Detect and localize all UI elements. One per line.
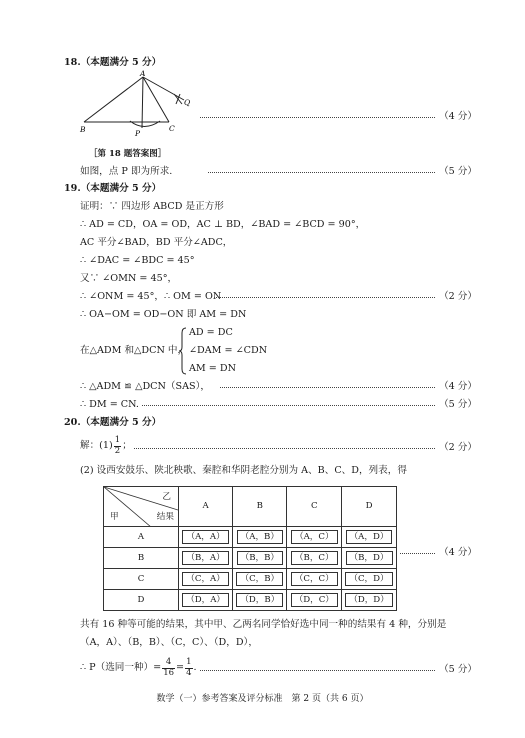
table-row (104, 569, 397, 590)
q18-conclusion: 如图，点 P 即为所求. (80, 166, 173, 177)
leader-dots (200, 117, 435, 118)
q18-score2: （5 分） (439, 166, 477, 177)
table-cell: （C，B） (236, 572, 283, 587)
q19-line-6: ∴ ∠ONM = 45°，∴ OM = ON (80, 291, 222, 302)
row-header: D (104, 590, 179, 611)
brace-icon (179, 327, 187, 375)
q20-result-line1: 共有 16 种等可能的结果，其中甲、乙两名同学恰好选中同一种的结果有 4 种，分别是 (80, 619, 447, 630)
leader-dots (200, 670, 435, 671)
label-q: Q (184, 98, 191, 107)
q19-line-1: 证明：∵ 四边形 ABCD 是正方形 (80, 201, 224, 212)
q20-score1: （2 分） (439, 442, 477, 453)
page-footer: 数学（一）参考答案及评分标准 第 2 页（共 6 页） (156, 694, 369, 704)
q18-header: 18.（本题满分 5 分） (64, 57, 162, 68)
q19-system-2: ∠DAM = ∠CDN (189, 345, 268, 356)
q20-probability (80, 658, 197, 677)
leader-dots (220, 387, 435, 388)
q20-part1 (80, 436, 132, 455)
q19-line-3: AC 平分∠BAD，BD 平分∠ADC， (80, 237, 233, 248)
denominator: 4 (186, 667, 192, 678)
table-cell: （B，A） (182, 551, 228, 566)
table-cell: （D，D） (345, 593, 393, 608)
q19-score-on: （2 分） (439, 291, 477, 302)
row-header: C (104, 569, 179, 590)
q19-score-final: （5 分） (439, 399, 477, 410)
table-cell: （C，A） (182, 572, 229, 587)
label-p: P (135, 129, 141, 138)
q19-congruent: ∴ △ADM ≌ △DCN（SAS）， (80, 381, 210, 392)
label-b: B (80, 125, 86, 134)
q20-score-final: （5 分） (439, 664, 477, 675)
table-row (104, 527, 397, 548)
prob-suffix: . (193, 662, 197, 673)
leader-dots (214, 297, 435, 298)
q20-result-line2: （A，A）、（B，B）、（C，C）、（D，D）， (80, 637, 258, 648)
prob-prefix: ∴ P（选同一种）= (80, 662, 162, 673)
row-header: B (104, 548, 179, 569)
label-c: C (169, 124, 175, 133)
table-cell: （D，B） (236, 593, 283, 608)
leader-dots (142, 405, 435, 406)
table-cell: （C，C） (291, 572, 338, 587)
q20-part2-intro: (2) 设西安鼓乐、陕北秧歌、秦腔和华阴老腔分别为 A、B、C、D，列表，得 (80, 465, 407, 476)
q19-header: 19.（本题满分 5 分） (64, 183, 162, 194)
q19-system-3: AM = DN (189, 363, 236, 374)
column-header: C (287, 487, 342, 527)
q18-score1: （4 分） (439, 111, 477, 122)
denominator: 2 (114, 445, 121, 456)
corner-left: 甲 (110, 512, 119, 523)
numerator: 1 (114, 435, 121, 445)
equals-sign: = (176, 662, 185, 673)
q18-figure (72, 70, 202, 145)
table-row (104, 590, 397, 611)
table-cell: （A，A） (182, 530, 228, 545)
leader-dots (208, 172, 435, 173)
q19-score-cong: （4 分） (439, 381, 477, 392)
table-cell: （A，D） (346, 530, 393, 545)
q18-caption: ［第 18 题答案图］ (89, 149, 167, 159)
q19-system-1: AD = DC (189, 327, 233, 338)
table-cell: （A，B） (237, 530, 283, 545)
q19-line-2: ∴ AD = CD，OA = OD，AC ⊥ BD，∠BAD = ∠BCD = 90°， (80, 219, 366, 230)
table-cell: （D，A） (182, 593, 229, 608)
corner-cell (104, 487, 179, 527)
results-table (103, 486, 397, 611)
row-header: A (104, 527, 179, 548)
corner-mid: 结果 (156, 512, 174, 523)
fraction (162, 658, 175, 677)
denominator: 16 (163, 667, 175, 678)
label-a: A (140, 70, 146, 78)
leader-dots (134, 448, 435, 449)
table-cell: （B，D） (346, 551, 393, 566)
q20-score-table: （4 分） (439, 547, 477, 558)
table-cell: （A，C） (291, 530, 338, 545)
q19-line-7: ∴ OA−OM = OD−ON 即 AM = DN (80, 309, 247, 320)
column-header: D (342, 487, 397, 527)
q20-part1-prefix: 解：(1) (80, 440, 113, 451)
corner-top: 乙 (162, 492, 171, 502)
table-header-row (104, 487, 397, 527)
column-header: A (179, 487, 233, 527)
numerator: 4 (162, 658, 175, 669)
q19-triangle-intro: 在△ADM 和△DCN 中， (80, 345, 188, 356)
numerator: 1 (186, 657, 192, 667)
fraction (185, 658, 192, 677)
q20-header: 20.（本题满分 5 分） (64, 417, 162, 428)
leader-dots (400, 553, 435, 554)
table-row (104, 548, 397, 569)
q19-line-4: ∴ ∠DAC = ∠BDC = 45° (80, 255, 195, 266)
q19-line-5: 又∵ ∠OMN = 45°， (80, 273, 178, 284)
table-cell: （C，D） (345, 572, 392, 587)
q20-part1-suffix: ； (122, 440, 132, 451)
column-header: B (233, 487, 287, 527)
fraction (114, 436, 121, 455)
q19-final: ∴ DM = CN. (80, 399, 139, 410)
table-cell: （B，B） (237, 551, 283, 566)
table-cell: （D，C） (291, 593, 338, 608)
table-cell: （B，C） (291, 551, 338, 566)
